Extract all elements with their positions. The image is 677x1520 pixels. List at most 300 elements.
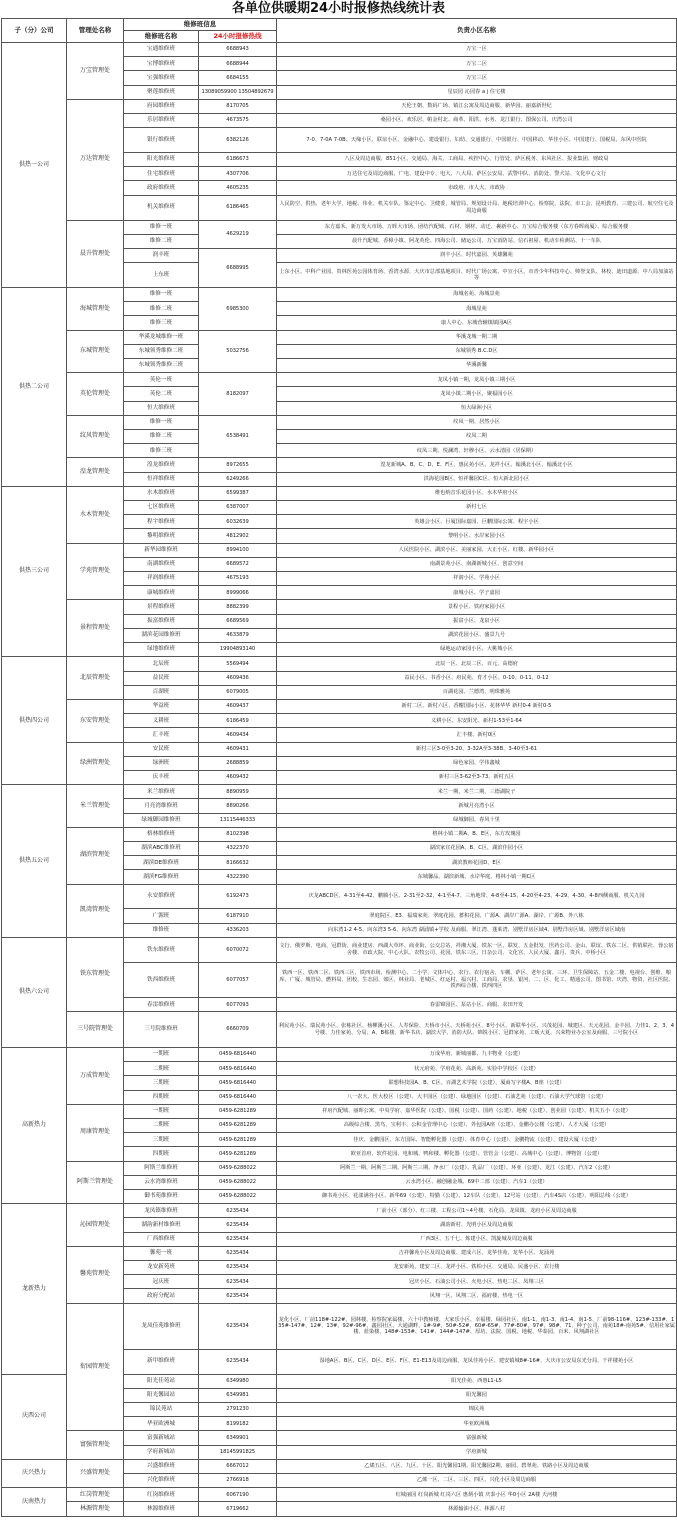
hotline-cell: 8170705 (199, 99, 277, 113)
team-cell: 湖滨花园维修班 (124, 628, 199, 642)
office-cell: 林源管理处 (67, 1502, 124, 1516)
area-cell: 佳庆、金鹏园区、东方国际、智能孵化器（公建）、体育中心（公建）、金鹏物流（公建）、建设大厦（公建） (277, 1133, 677, 1147)
team-cell: 上东班 (124, 263, 199, 288)
hotline-cell: 6688995 (199, 248, 277, 287)
hotline-cell: 6077093 (199, 998, 277, 1012)
hotline-cell: 4629219 (199, 220, 277, 248)
table-row (2, 1161, 677, 1175)
area-cell: 欧亚首府、软件花园、电和城、鸭和楼、孵化器（公建）、管管会（公建）、高城中心（公建）、博物馆（公建） (277, 1147, 677, 1161)
area-cell: 康人中心、东城营辅镇镇园A区 (277, 316, 677, 330)
hotline-cell: 4605235 (199, 181, 277, 195)
area-cell: 高级综合楼、黑鸟、宝利丰、公积金管理中心（公建）、外包园A座（公建）、金鹏办公楼（公建）、人才大厦（公建） (277, 1118, 677, 1132)
hotline-cell: 8182097 (199, 373, 277, 416)
team-cell: 黎明维修班 (124, 529, 199, 543)
area-cell: 八一农大、医大校区（公建）、大丰园区（公建）、绿地园区（公建）、石油艺苑（公建）、石油大学气球馆（公建） (277, 1090, 677, 1104)
area-cell: 翠庭院区、E3、福瑞家苑、翠庭花园、蓄积花园、广源A、湖岸广源A、湖岸、广源B、外八栋 (277, 909, 677, 923)
hotline-cell: 0459-6281289 (199, 1104, 277, 1118)
office-cell: 晨升管理处 (67, 220, 124, 287)
hotline-cell: 6349981 (199, 1388, 277, 1402)
area-cell: 北辰一区、北辰二区、百元、高德府 (277, 657, 677, 671)
hotline-cell: 6688944 (199, 57, 277, 71)
header-info: 维修班信息 (124, 19, 277, 31)
team-cell: 新华园维修班 (124, 543, 199, 557)
hotline-cell: 6187910 (199, 909, 277, 923)
team-cell: 阳光佳苑站 (124, 1374, 199, 1388)
team-cell: 政府分配站 (124, 1289, 199, 1303)
area-cell: 龙化小区、厂前118#-122#、园林楼、检察院家属楼、六十中教师楼、大家乐小区、幸福楼、绿园社区、南1-1、南1-3、南1-4、南1-5、厂前98-116#、123#-133#、135#-147#、12#、13#、92#-96#、鑫园社区、大通湖畔、1#-9#、50#-52#、60#-65#、77#-80#、97#、98#、71、种子公司、南苑18#-南苑5#、信用社家属楼、蓝染楼、148#-153#、141#、144#-147#、厚坊、法院、国税、地税、华泰园、百米、风翔湖社区 (277, 1303, 677, 1349)
area-cell: 海城名苑、海城景苑 (277, 288, 677, 302)
hotline-cell: 4609431 (199, 742, 277, 756)
hotline-cell: 6192473 (199, 884, 277, 909)
hotline-cell: 6235434 (199, 1204, 277, 1218)
hotline-cell: 4633879 (199, 628, 277, 642)
team-cell: 馨苑一班 (124, 1246, 199, 1260)
hotline-cell: 0459-6288022 (199, 1189, 277, 1203)
area-cell: 龙凤小镇一期，龙凤小镇三期小区 (277, 373, 677, 387)
hotline-table (1, 18, 677, 1517)
area-cell: 庆龙ABCD区、4-31至4-42、鹏腾小区、2-31至2-32、4-1至4-7、三角地带、4-8至4-15、4-20至4-23、4-29、4-30、4-8西侧商服、机关九园 (277, 884, 677, 909)
team-cell: 绿洲班 (124, 756, 199, 770)
hotline-cell: 2766918 (199, 1474, 277, 1488)
hotline-cell: 6067190 (199, 1488, 277, 1502)
team-cell: 百湖班 (124, 685, 199, 699)
hotline-cell: 6538491 (199, 415, 277, 458)
team-cell: 湖滨DE维修班 (124, 856, 199, 870)
office-cell: 衔园管理处 (67, 1303, 124, 1431)
team-cell: 政府维修班 (124, 181, 199, 195)
table-row (2, 785, 677, 799)
office-cell: 北辰管理处 (67, 657, 124, 700)
area-cell: 华溪新馨 (277, 359, 677, 373)
hotline-cell: 6689572 (199, 557, 277, 571)
team-cell: 一期班 (124, 1047, 199, 1061)
team-cell: 四期班 (124, 1090, 199, 1104)
team-cell: 红岗维修班 (124, 1488, 199, 1502)
area-cell: 厂西3区、五千七、炼建小区、凯旋城及周边商服 (277, 1232, 677, 1246)
area-cell: 林源输油小区、林源八村 (277, 1502, 677, 1516)
hotline-cell: 8199182 (199, 1417, 277, 1431)
table-row (2, 543, 677, 557)
area-cell: 维也纳音乐花园小区、水木华府小区 (277, 486, 677, 500)
area-cell: 新城月亮湾小区 (277, 799, 677, 813)
team-cell: 锦民苑站 (124, 1402, 199, 1416)
area-cell: 纹凤三期、悦澜湾、轩穆小区、云水清园（居保期） (277, 444, 677, 458)
table-row (2, 99, 677, 113)
office-cell: 东安管理处 (67, 699, 124, 742)
area-cell: 龙安新苑、建安二区、龙祥小区、铁柏小区、交通局、民盛小区、农行楼 (277, 1260, 677, 1274)
hotline-cell: 4609432 (199, 770, 277, 784)
team-cell: 华益班 (124, 699, 199, 713)
area-cell: 人民医院小区、湖滨小区、美丽家园、大正小区、红楼、新华园小区 (277, 543, 677, 557)
area-cell: 恒大绿洲小区 (277, 401, 677, 415)
team-cell: 景程维修班 (124, 600, 199, 614)
area-cell: 汇丰楼、新村0区 (277, 728, 677, 742)
table-row (2, 1246, 677, 1260)
team-cell: 聚莲维修班 (124, 85, 199, 99)
hotline-cell: 8102398 (199, 827, 277, 841)
area-cell: 米兰一期，米兰二期，三德湖院子 (277, 785, 677, 799)
hotline-cell: 6387007 (199, 501, 277, 515)
team-cell: 绿地维修班 (124, 643, 199, 657)
hotline-cell: 6077057 (199, 962, 277, 998)
office-cell: 阿斯兰管理处 (67, 1161, 124, 1204)
hotline-cell: 8999066 (199, 586, 277, 600)
area-cell: 绿色家园、学伟鑫城 (277, 756, 677, 770)
hotline-cell: 13089059900 13504892679 (199, 85, 277, 99)
hotline-cell: 6688943 (199, 43, 277, 57)
team-cell: 二期班 (124, 1062, 199, 1076)
area-cell: 状元府苑、学府花苑、高新苑、实验中学校区（公建） (277, 1062, 677, 1076)
area-cell: 文行、俄罗斯、电商、冠群街、商业建房、西湖大草坪、商业街、公交总站、祥湘大厦、铁东一区、联发、五金批发、医药公司、金山、联谊、铁东二区、供销联社、蓉公宿舍楼、市政大院、中心大队、农牧公司、花园、铁东三区、日杂公司、文化宫、人民大厦、鑫月、贵兵、中桥小区 (277, 937, 677, 962)
table-row (2, 373, 677, 387)
hotline-cell: 6249266 (199, 472, 277, 486)
team-cell: 润丰班 (124, 248, 199, 262)
table-row (2, 937, 677, 962)
hotline-cell: 5569494 (199, 657, 277, 671)
team-cell: 维修一班 (124, 288, 199, 302)
hotline-cell: 8994100 (199, 543, 277, 557)
company-cell: 供热五公司 (2, 785, 67, 938)
team-cell: 康城维修班 (124, 586, 199, 600)
area-cell: 湖滨家宜花园A、B、C区，湖滨佳园小区 (277, 841, 677, 855)
team-cell: 林源维修班 (124, 1502, 199, 1516)
team-cell: 维修二班 (124, 302, 199, 316)
hotline-cell: 6070072 (199, 937, 277, 962)
team-cell: 广源班 (124, 909, 199, 923)
hotline-cell: 6079005 (199, 685, 277, 699)
table-row (2, 1047, 677, 1061)
company-cell: 供热一公司 (2, 43, 67, 288)
team-cell: 永安维修班 (124, 884, 199, 909)
header-row (2, 19, 677, 31)
team-cell: 益民班 (124, 671, 199, 685)
table-row (2, 220, 677, 234)
team-cell: 三期班 (124, 1076, 199, 1090)
hotline-cell: 6235434 (199, 1275, 277, 1289)
team-cell: 华溪龙城维修一班 (124, 330, 199, 344)
team-cell: 一期班 (124, 1104, 199, 1118)
team-cell: 三号院维修班 (124, 1012, 199, 1048)
area-cell: 湖滨教师花园D、E区 (277, 856, 677, 870)
team-cell: 新甲维修班 (124, 1349, 199, 1374)
table-row (2, 827, 677, 841)
team-cell: 学府新城站 (124, 1445, 199, 1459)
team-cell: 程宇维修班 (124, 515, 199, 529)
hotline-cell: 0459-6288022 (199, 1175, 277, 1189)
area-cell: 绿城御园、春风十里 (277, 813, 677, 827)
hotline-cell: 0459-6281289 (199, 1147, 277, 1161)
office-cell: 米兰管理处 (67, 785, 124, 828)
header-office: 管理处名称 (67, 19, 124, 43)
area-cell: 万成华府、新城丽都、九丰物业（公建） (277, 1047, 677, 1061)
hotline-cell: 13115446333 (199, 813, 277, 827)
office-cell: 三号院管理处 (67, 1012, 124, 1048)
hotline-cell: 4609437 (199, 699, 277, 713)
table-row (2, 486, 677, 500)
area-cell: 义耕小区、东安阳光、新村1-53至1-64 (277, 714, 677, 728)
office-cell: 兴盛管理处 (67, 1459, 124, 1487)
company-cell: 庆南热力 (2, 1488, 67, 1516)
team-cell: 乐居维修班 (124, 114, 199, 128)
area-cell: 百湖花园、兰德湾、明珠雅苑 (277, 685, 677, 699)
area-cell: 铁西一区、铁西二区、铁西三区、铁西市场、检测中心、二小学、文体中心、农行、农行宿舍、车棚、萨区、老年公寓、三环、卫生保障站、五金二楼、电视台、创维、粮库、广厦、城管局、燃料局、团校、生态园、郊区、林业局、老城区、红运村、福兴村、工商局、农垦、银河、二、区、化工、精通公司、图书馆、庆湾、物资、社区医院、铁西综合楼、铁西四区 (277, 962, 677, 998)
area-cell: 万宝二区 (277, 57, 677, 71)
hotline-cell: 0459-6288022 (199, 1161, 277, 1175)
table-row (2, 742, 677, 756)
office-cell: 绿洲管理处 (67, 742, 124, 785)
office-cell: 学苑管理处 (67, 543, 124, 600)
hotline-cell: 0459-6816440 (199, 1076, 277, 1090)
table-row (2, 1012, 677, 1048)
table-body (2, 19, 677, 1517)
team-cell: 厂西维修班 (124, 1232, 199, 1246)
team-cell: 阿斯兰维修班 (124, 1161, 199, 1175)
area-cell: 吉祥馨苑小区及周边商服、建成六区、龙华佳苑、龙华小区、龙涌苑 (277, 1246, 677, 1260)
team-cell: 安民班 (124, 742, 199, 756)
area-cell: 厂前小区（部分）、红三楼、工程公司1~4号楼、石化局、龙凤镇、龙府小区及周边商服 (277, 1204, 677, 1218)
team-cell: 兴盛维修班 (124, 1459, 199, 1473)
hotline-cell: 8972655 (199, 458, 277, 472)
area-cell: 绿地运动家园小区、大桃城小区 (277, 643, 677, 657)
area-cell: 学府新城 (277, 1445, 677, 1459)
office-cell: 东城管理处 (67, 330, 124, 373)
area-cell: 晨升汽配城、香樟小镇、阿龙英伦、四海公司、储运公司、万宝消防站、信石祖屋、机动车检测站、十一车队 (277, 234, 677, 248)
hotline-cell: 6186673 (199, 153, 277, 167)
team-cell: 云水湾维修班 (124, 1175, 199, 1189)
team-cell: 水木维修班 (124, 486, 199, 500)
team-cell: 英伦二班 (124, 387, 199, 401)
team-cell: 铁西维修班 (124, 962, 199, 998)
team-cell: 宝强维修班 (124, 71, 199, 85)
hotline-cell: 0459-6281289 (199, 1133, 277, 1147)
team-cell: 东城领秀维修三班 (124, 359, 199, 373)
team-cell: 富强新城站 (124, 1431, 199, 1445)
area-cell: 华亚欧洲城 (277, 1417, 677, 1431)
area-cell: 黎明小区、水岸家园小区 (277, 529, 677, 543)
header-area: 负责小区名称 (277, 19, 677, 43)
hotline-cell: 6684155 (199, 71, 277, 85)
area-cell: 市政府、市人大、市政协 (277, 181, 677, 195)
team-cell: 格林维修班 (124, 827, 199, 841)
table-row (2, 288, 677, 302)
hotline-cell: 8890959 (199, 785, 277, 799)
hotline-cell: 19904893140 (199, 643, 277, 657)
area-cell: 星辰园 沁园春 a j 住宅楼 (277, 85, 677, 99)
area-cell: 洪海花园B区、恒祥馨园C区、恒大新北园小区 (277, 472, 677, 486)
area-cell: 春雷锦园区、泵站小区、商服、农田开发 (277, 998, 677, 1012)
area-cell: 润丰小区、时代嘉园、英雄馨苑 (277, 248, 677, 262)
area-cell: 7-0、7-0A 7-0B、天缘小区、联谊小区、金融中心、建设银行、妇幼、交通银行、中国银行、中国移动、华佳小区、中国建行、国税局、东风中医院 (277, 128, 677, 153)
team-cell: 龙凤镇维修班 (124, 1204, 199, 1218)
team-cell: 龙安新苑班 (124, 1260, 199, 1274)
company-cell: 龙新热力 (2, 1204, 67, 1374)
area-cell: 益民小区、书香小区、府民苑、育才小区、0-10、0-11、0-12 (277, 671, 677, 685)
office-cell: 富强管理处 (67, 1431, 124, 1459)
area-cell: 万达住宅及周边商服、广电、建设中专、电大、八大局、萨区公安局、武警中队、消防处、警犬站、文化中心文行 (277, 167, 677, 181)
hotline-cell: 4673575 (199, 114, 277, 128)
team-cell: 宝通维修班 (124, 43, 199, 57)
header-hotline: 24小时报修热线 (199, 31, 277, 43)
company-cell: 供热六公司 (2, 937, 67, 1047)
hotline-cell: 6235434 (199, 1289, 277, 1303)
area-cell: 湖韵新村、光明小区及周边商服 (277, 1218, 677, 1232)
office-cell: 周康管理处 (67, 1104, 124, 1161)
area-cell: 康城小区、学子嘉园 (277, 586, 677, 600)
hotline-cell: 2791230 (199, 1402, 277, 1416)
hotline-cell: 0459-6816440 (199, 1047, 277, 1061)
area-cell: 湿地A区、B区、C区、D区、E区、F区、E1-E13及周边商服、龙凤佳苑小区、建安镇城8#-16#、大庆市公安局东光分局、千祥楼苑小区 (277, 1349, 677, 1374)
office-cell: 湖滨管理处 (67, 827, 124, 884)
area-cell: 纹凤一期、居然小区 (277, 415, 677, 429)
hotline-cell: 4812902 (199, 529, 277, 543)
office-cell: 凯湾管理处 (67, 884, 124, 937)
hotline-cell: 0459-6281289 (199, 1118, 277, 1132)
hotline-cell: 4322370 (199, 841, 277, 855)
area-cell: 利民苑小区、瑞民苑小区、张栋社区、杨柳溪小区、人寿保险、天桥市小区、天桥苑小区、8号小区、新联华小区、兴茂花园、城建区、天元花园、金丰园、力佳1、2、3、4号楼、力佳家苑、分局、A、B栋楼、新华书店、湖滨大学、消防大队、锦锐小区、冠群家苑、工贩大夏、兴荣物业办公室及商服、三号院小区 (277, 1012, 677, 1048)
area-cell: 阳光馨园 (277, 1388, 677, 1402)
team-cell: 维修二班 (124, 234, 199, 248)
hotline-cell: 6985300 (199, 288, 277, 331)
area-cell: 湖滨花园小区、盛景九号 (277, 628, 677, 642)
team-cell: 湖滨FG维修班 (124, 870, 199, 884)
hotline-cell: 4675193 (199, 572, 277, 586)
team-cell: 四期班 (124, 1147, 199, 1161)
office-cell: 万达管理处 (67, 99, 124, 220)
team-cell: 住宅维修班 (124, 167, 199, 181)
team-cell: 汇丰班 (124, 728, 199, 742)
team-cell: 南湖维修班 (124, 557, 199, 571)
table-row (2, 43, 677, 57)
team-cell: 七区维修班 (124, 501, 199, 515)
area-cell: 上东小区、中科产业园、贵林医苑公园体育场、香湾水源、大庆市总部基地项目、时代广场公寓、中宣小区、市青少年科技中心、帅誉支队、林校、迪田道源、中八局加油站等 (277, 263, 677, 288)
hotline-cell: 0459-6816440 (199, 1062, 277, 1076)
hotline-cell: 6349901 (199, 1431, 277, 1445)
hotline-cell: 2688859 (199, 756, 277, 770)
area-cell: 东城馨品、湖滨新城、水岸华庭、格林小镇一期C区 (277, 870, 677, 884)
hotline-cell: 6032639 (199, 515, 277, 529)
team-cell: 冠庆班 (124, 1275, 199, 1289)
header-company: 子（分）公司 (2, 19, 67, 43)
team-cell: 宝博维修班 (124, 57, 199, 71)
team-cell: 义耕班 (124, 714, 199, 728)
office-cell: 水木管理处 (67, 486, 124, 543)
team-cell: 华亚欧洲城 (124, 1417, 199, 1431)
table-row (2, 657, 677, 671)
hotline-cell: 6235434 (199, 1260, 277, 1274)
header-team: 维修班名称 (124, 31, 199, 43)
company-cell: 庆兴热力 (2, 1459, 67, 1487)
area-cell: 格林小镇二期A、B、E区，东方玫瑰园 (277, 827, 677, 841)
table-row (2, 600, 677, 614)
area-cell: 人民防空、供热、老年大学、地税、伟业、机关车队、鉴定中心、卫健委、城管局、规划设计局、地税培训中心、检察院、法院、市工会、昆明教育、三建公司、航空住宅及周边商服 (277, 195, 677, 220)
area-cell: 新村三区3-62至3-73、新村五区 (277, 770, 677, 784)
hotline-cell: 8882399 (199, 600, 277, 614)
area-cell: 万宝一区 (277, 43, 677, 57)
hotline-cell: 8890266 (199, 799, 277, 813)
hotline-cell: 6186459 (199, 714, 277, 728)
office-cell: 馨苑管理处 (67, 1246, 124, 1303)
table-row (2, 1104, 677, 1118)
office-cell: 万成管理处 (67, 1047, 124, 1104)
area-cell: 英雄会小区、巨厦国际嘉园、巨鹏国际公寓、程宇小区 (277, 515, 677, 529)
team-cell: 湖滨ABC维修班 (124, 841, 199, 855)
area-cell: 新村二区、新村六区、香榭国际小区、花林华华 新村0-4 新村0-5 (277, 699, 677, 713)
table-row (2, 884, 677, 909)
table-row (2, 1431, 677, 1445)
area-cell: 景程小区、铁府家园小区 (277, 600, 677, 614)
hotline-cell: 6235434 (199, 1349, 277, 1374)
team-cell: 祥润维修班 (124, 572, 199, 586)
team-cell: 银行维修班 (124, 128, 199, 153)
hotline-cell: 6667012 (199, 1459, 277, 1473)
area-cell: 向东湾1-2 4-5、向东湾3 5-6、向东湾 湖浦镇+学校 及商服、翠江湾、蓬莱湾、别墅洋房区域4、别墅洋房区域、别墅洋房区域南 (277, 923, 677, 937)
area-cell: 御书苑小区、花漾满谷小区、新华69（公建）、特勤（公建）、12车队（公建）、12号站（公建）、汽车4S店（公建）、明阳总线（公建） (277, 1189, 677, 1203)
page-title: 各单位供暖期24小时报修热线统计表 (231, 1, 446, 16)
team-cell: 阳光维修班 (124, 153, 199, 167)
area-cell: 乙烯五区、八区、九区、十区、阳光馨园1期、阳光馨园2期、丽园、碧翠苑、铁路小区及周边商服 (277, 1459, 677, 1473)
office-cell: 湟龙管理处 (67, 458, 124, 486)
hotline-cell: 6719662 (199, 1502, 277, 1516)
hotline-cell: 5032756 (199, 330, 277, 373)
hotline-cell: 6235434 (199, 1232, 277, 1246)
company-cell: 供热四公司 (2, 657, 67, 785)
hotline-cell: 4609434 (199, 728, 277, 742)
hotline-cell: 6660709 (199, 1012, 277, 1048)
area-cell: 东城领秀 B.C.D区 (277, 344, 677, 358)
hotline-cell: 0459-6816440 (199, 1090, 277, 1104)
team-cell: 阳光馨园站 (124, 1388, 199, 1402)
area-cell: 祥府汽配城、丽晖公寓、中央学府、嘉华医院（公建）、国税（公建）、国药（公建）、地税（公建）、创业园（公建）、机关五小（公建） (277, 1104, 677, 1118)
area-cell: 联想科技园A、B、C区、百湖艺术学院（公建）、厦商写字楼A、B座（公建） (277, 1076, 677, 1090)
area-cell: 海城星苑 (277, 302, 677, 316)
table-row (2, 415, 677, 429)
team-cell: 维修班 (124, 923, 199, 937)
team-cell: 兴化维修班 (124, 1474, 199, 1488)
team-cell: 春雷维修班 (124, 998, 199, 1012)
area-cell: 富强新城 (277, 1431, 677, 1445)
team-cell: 维修一班 (124, 220, 199, 234)
area-cell: 东方嘉禾、新万发大市场、万晖大市场、团结汽配城、石材、钢材、动迁、裹新中心、万宝综合服务楼（东方春晖商厦）、综合服务楼 (277, 220, 677, 234)
team-cell: 湟龙维修班 (124, 458, 199, 472)
hotline-cell: 4609436 (199, 671, 277, 685)
hotline-cell: 6235434 (199, 1218, 277, 1232)
table-row (2, 699, 677, 713)
office-cell: 沁园管理处 (67, 1204, 124, 1247)
table-row (2, 1502, 677, 1516)
area-cell: 八区及周边商服、851小区、交通局、海关、工商局、疾控中心、行管处、萨区税务、东风社区、报业集团、财政局 (277, 153, 677, 167)
area-cell: 桑园小区、欢乐居、帕金村北、商革、阳洪、水务、龙江银行、图保公司、庆湾公司 (277, 114, 677, 128)
team-cell: 英伦一班 (124, 373, 199, 387)
team-cell: 铁东维修班 (124, 937, 199, 962)
team-cell: 恒大维修班 (124, 401, 199, 415)
hotline-cell: 4336203 (199, 923, 277, 937)
area-cell: 乙烯一区、二区、三区、四区、兴化小区及周边商服 (277, 1474, 677, 1488)
team-cell: 米兰维修班 (124, 785, 199, 799)
area-cell: 湟龙新城A、B、C、D、E、F区，惠民苑小区、龙祥小区、翰溪北小区、翰溪北小区 (277, 458, 677, 472)
area-cell: 龙凤小镇二期小区，聚福园小区 (277, 387, 677, 401)
office-cell: 英伦管理处 (67, 373, 124, 416)
team-cell: 龙凤佳苑维修班 (124, 1303, 199, 1349)
area-cell: 锦民苑 (277, 1402, 677, 1416)
area-cell: 云水湾小区、融创融金城、69中二部（公建）、汽车1（公建） (277, 1175, 677, 1189)
hotline-cell: 6349980 (199, 1374, 277, 1388)
area-cell: 阿斯兰一期、阿斯兰二期、阿斯兰三期、净水厂（公建）、乳品厂（公建）、环亚（公建）、龙江（公建）、汽车2（公建） (277, 1161, 677, 1175)
team-cell: 御书苑维修班 (124, 1189, 199, 1203)
company-cell: 高新热力 (2, 1047, 67, 1203)
area-cell: 阳光佳苑、西惠L1-L5 (277, 1374, 677, 1388)
area-cell: 华溪龙城一期二期 (277, 330, 677, 344)
area-cell: 新村七区 (277, 501, 677, 515)
